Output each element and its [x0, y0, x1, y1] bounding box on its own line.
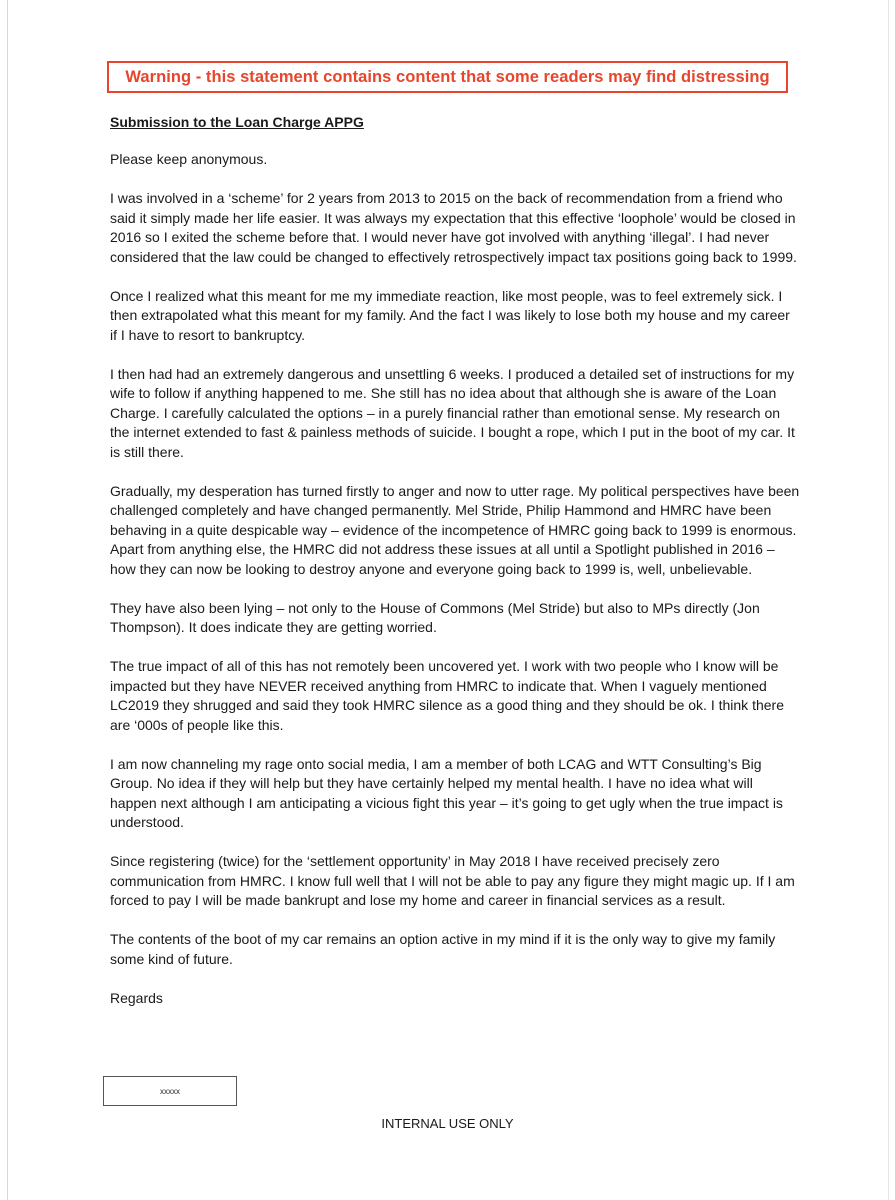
paragraph-boot: The contents of the boot of my car remains an option active in my mind if it is the only way to give my family some kind of future. [110, 931, 776, 967]
paragraph-reaction: Once I realized what this meant for me my immediate reaction, like most people, was to feel extremely sick. I then extrapolated what this meant for my family. And the fact I was likely to lose both my house and my career if I have to resort to bankruptcy. [110, 287, 790, 343]
paragraph-anonymity: Please keep anonymous. [110, 151, 268, 167]
paragraph-true-impact: The true impact of all of this has not remotely been uncovered yet. I work with two people who I know will be impacted but they have NEVER received anything from HMRC to indicate that. When I vaguely mentioned LC2019 they shrugged and said they took HMRC silence as a good thing and they should be ok. I think there are ‘000s of people like this. [110, 658, 784, 733]
footer-label: INTERNAL USE ONLY [381, 1116, 514, 1131]
document-heading: Submission to the Loan Charge APPG [110, 114, 364, 130]
warning-text: Warning - this statement contains content that some readers may find distressing [125, 67, 770, 86]
paragraph-dangerous-weeks: I then had had an extremely dangerous and unsettling 6 weeks. I produced a detailed set of instructions for my wife to follow if anything happened to me. She still has no idea about that although she is aware of the Loan Charge. I carefully calculated the options – in a purely financial rather than emotional sense. My research on the internet extended to fast & painless methods of suicide. I bought a rope, which I put in the boot of my car. It is still there. [110, 365, 795, 460]
paragraph-anger: Gradually, my desperation has turned firstly to anger and now to utter rage. My political perspectives have been challenged completely and have changed permanently. Mel Stride, Philip Hammond and HMRC have been behaving in a quite despicable way – evidence of the incompetence of HMRC going back to 1999 is enormous. Apart from anything else, the HMRC did not address these issues at all until a Spotlight published in 2016 – how they can now be looking to destroy anyone and everyone going back to 1999 is, well, unbelievable. [110, 482, 800, 577]
signature-redacted: xxxxx [160, 1086, 180, 1096]
paragraph-settlement: Since registering (twice) for the ‘settlement opportunity’ in May 2018 I have received precisely zero communication from HMRC. I know full well that I will not be able to pay any figure they might magic up. If I am forced to pay I will be made bankrupt and lose my home and career in financial services as a result. [110, 853, 795, 908]
document-body [110, 112, 800, 1028]
warning-banner [107, 61, 788, 93]
signature-box [103, 1076, 237, 1106]
page-edge-left [7, 0, 8, 1200]
closing-regards: Regards [110, 989, 163, 1006]
paragraph-scheme: I was involved in a ‘scheme’ for 2 years from 2013 to 2015 on the back of recommendation from a friend who said it simply made her life easier. It was always my expectation that this effective ‘loophole’ would be closed in 2016 so I exited the scheme before that. I would never have got involved with anything ‘illegal’. I had never considered that the law could be changed to effectively retrospectively impact tax positions going back to 1999. [110, 190, 797, 265]
page-edge-right [888, 0, 889, 1200]
paragraph-social-media: I am now channeling my rage onto social media, I am a member of both LCAG and WTT Consulting’s Big Group. No idea if they will help but they have certainly helped my mental health. I have no idea what will happen next although I am anticipating a vicious fight this year – it’s going to get ugly when the true impact is understood. [110, 755, 783, 830]
paragraph-lying: They have also been lying – not only to the House of Commons (Mel Stride) but also to MPs directly (Jon Thompson). It does indicate they are getting worried. [110, 599, 760, 635]
